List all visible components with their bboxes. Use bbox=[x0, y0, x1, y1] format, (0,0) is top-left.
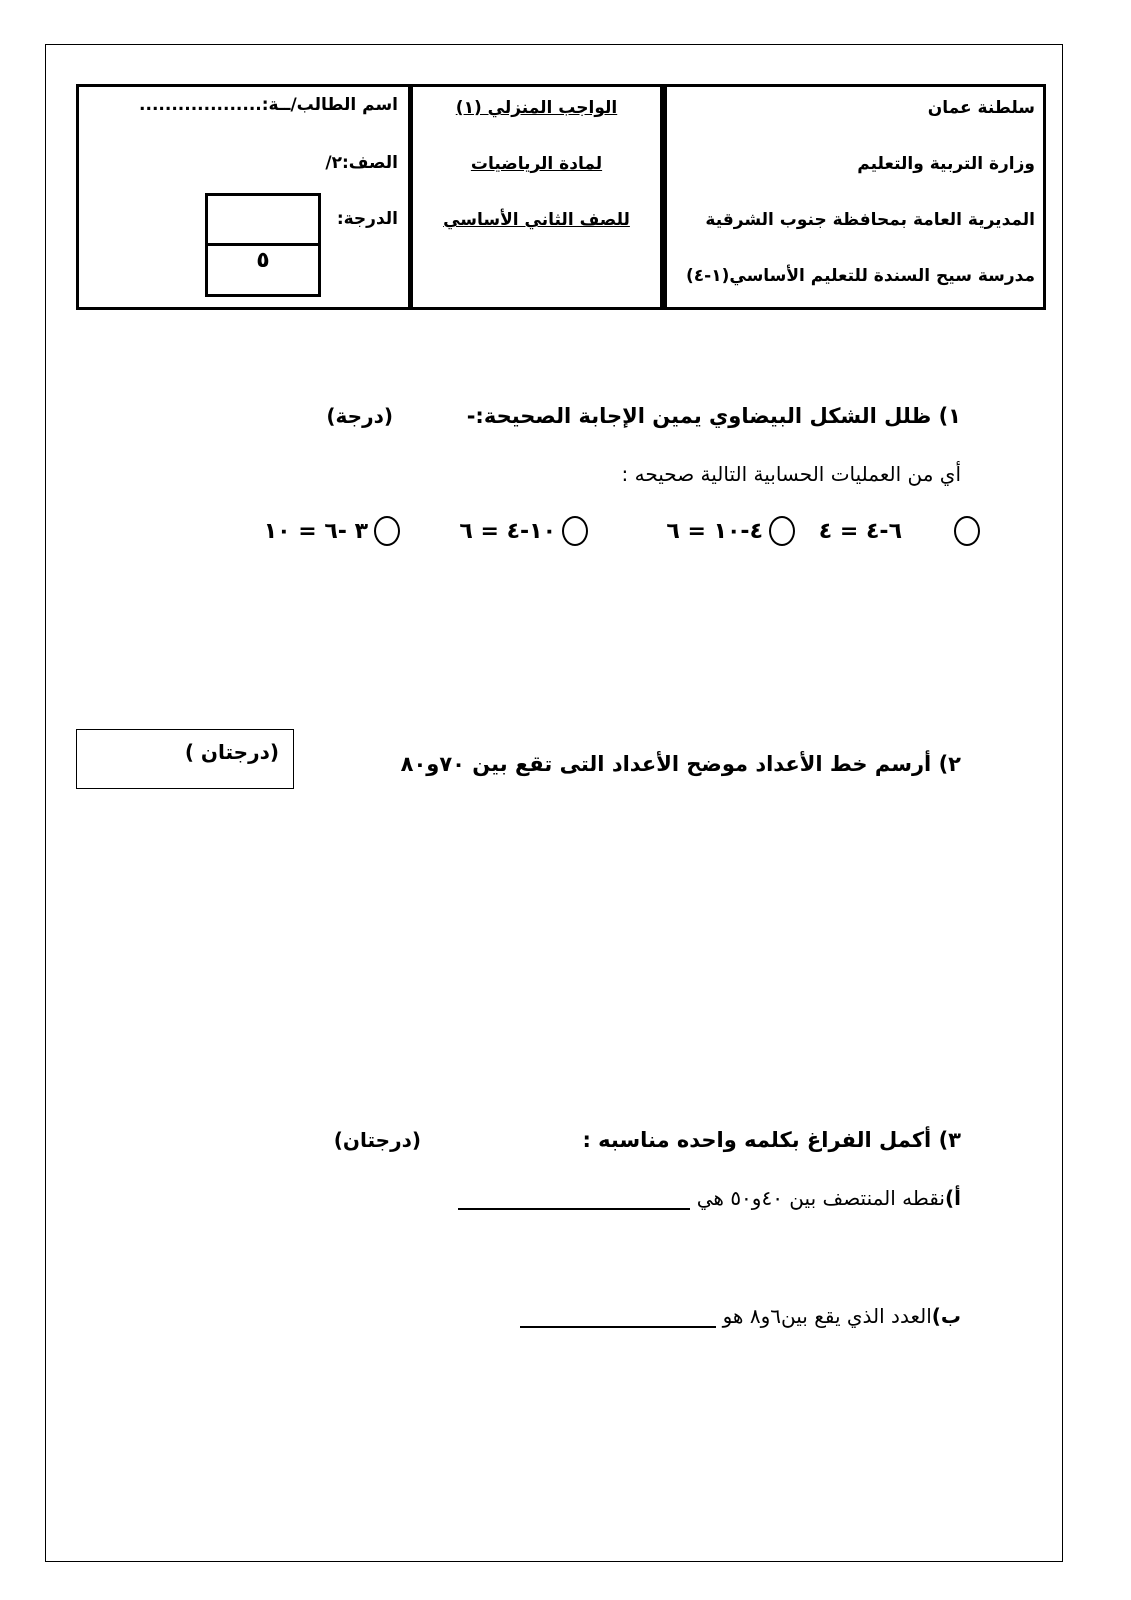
header-directorate: المديرية العامة بمحافظة جنوب الشرقية bbox=[705, 210, 1035, 230]
header-grade-level: للصف الثاني الأساسي bbox=[443, 210, 630, 230]
header-homework-title: الواجب المنزلي (١) bbox=[455, 98, 618, 118]
header-ministry: وزارة التربية والتعليم bbox=[857, 154, 1035, 174]
q1-option-4 bbox=[264, 516, 400, 546]
option-4-bubble[interactable] bbox=[374, 516, 400, 546]
q3-item-a bbox=[458, 1186, 961, 1210]
q1-option-1 bbox=[819, 516, 980, 546]
q1-options bbox=[250, 516, 980, 560]
grade-box bbox=[205, 193, 321, 297]
option-1-bubble[interactable] bbox=[954, 516, 980, 546]
q3-b-answer-blank[interactable] bbox=[520, 1326, 716, 1328]
worksheet-header bbox=[76, 84, 1046, 310]
header-school: مدرسة سيح السندة للتعليم الأساسي(١-٤) bbox=[685, 266, 1035, 286]
q3-title: ٣) أكمل الفراغ بكلمه واحده مناسبه : bbox=[582, 1128, 961, 1152]
q1-title: ١) ظلل الشكل البيضاوي يمين الإجابة الصحيحة:- bbox=[466, 404, 961, 428]
option-3-text: ١٠-٤ = ٦ bbox=[459, 518, 556, 544]
q2-points-box bbox=[76, 729, 294, 789]
option-1-text: ٦-٤ = ٤ bbox=[818, 518, 902, 544]
q3-a-text: نقطه المنتصف بين ٤٠و٥٠ هي bbox=[696, 1186, 945, 1210]
q3-a-answer-blank[interactable] bbox=[458, 1208, 690, 1210]
q1-points: (درجة) bbox=[326, 404, 393, 428]
q1-option-3 bbox=[459, 516, 588, 546]
option-4-text: ٣ -٦ = ١٠ bbox=[263, 518, 368, 544]
q3-b-label: ب) bbox=[931, 1304, 961, 1328]
q2-title: ٢) أرسم خط الأعداد موضح الأعداد التى تقع بين ٧٠و٨٠ bbox=[400, 752, 961, 776]
q1-option-2 bbox=[666, 516, 795, 546]
student-name-field[interactable]: ................... bbox=[139, 95, 262, 115]
grade-box-divider bbox=[208, 243, 318, 246]
q2-points: (درجتان ) bbox=[184, 740, 279, 764]
header-subject: لمادة الرياضيات bbox=[470, 154, 603, 174]
q1-prompt: أي من العمليات الحسابية التالية صحيحه : bbox=[621, 462, 961, 486]
student-name-label: اسم الطالب/ــة: bbox=[261, 95, 398, 115]
q3-a-label: أ) bbox=[945, 1186, 961, 1210]
class-label: الصف:٢/ bbox=[325, 153, 398, 173]
header-student-column bbox=[79, 87, 408, 307]
student-name-row bbox=[139, 95, 398, 115]
option-2-text: ٤-١٠ = ٦ bbox=[666, 518, 763, 544]
q3-points: (درجتان) bbox=[333, 1128, 421, 1152]
header-country: سلطنة عمان bbox=[927, 98, 1035, 118]
grade-label: الدرجة: bbox=[336, 209, 398, 229]
header-ministry-column bbox=[660, 87, 1043, 307]
q3-b-text: العدد الذي يقع بين٦و٨ هو bbox=[722, 1304, 932, 1328]
grade-total: ٥ bbox=[256, 248, 270, 273]
header-subject-column bbox=[408, 87, 660, 307]
option-3-bubble[interactable] bbox=[562, 516, 588, 546]
q3-item-b bbox=[520, 1304, 961, 1328]
option-2-bubble[interactable] bbox=[769, 516, 795, 546]
